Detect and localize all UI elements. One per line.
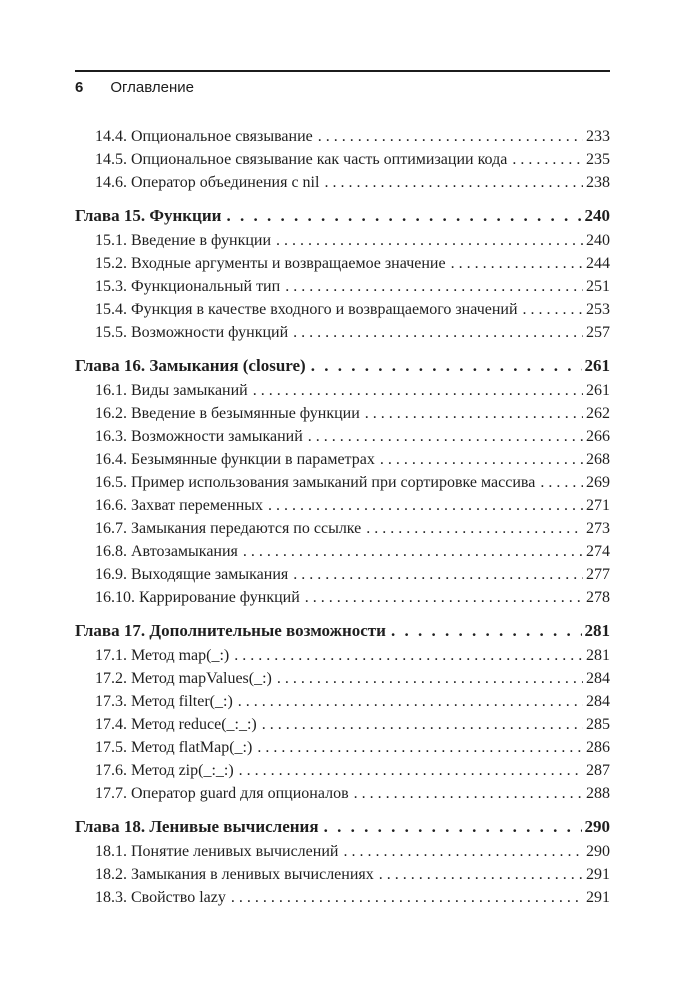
toc-entry-title: 17.1. Метод map(_:) — [95, 647, 230, 664]
toc-entry-title: 16.10. Каррирование функций — [95, 589, 300, 606]
toc-entry-page: 240 — [586, 232, 610, 249]
toc-entry-page: 285 — [586, 716, 610, 733]
page-content — [75, 70, 610, 909]
toc-entry-page: 290 — [584, 817, 610, 836]
dot-leader — [380, 448, 583, 471]
toc-item-row — [75, 321, 610, 344]
dot-leader — [523, 298, 583, 321]
toc-entry-page: 266 — [586, 428, 610, 445]
toc-entry-page: 240 — [584, 206, 610, 225]
toc-entry-page: 291 — [586, 866, 610, 883]
toc-item-row — [75, 425, 610, 448]
toc-entry-page: 277 — [586, 566, 610, 583]
toc-item-row — [75, 667, 610, 690]
toc-item-row — [75, 713, 610, 736]
toc-entry-page: 253 — [586, 301, 610, 318]
dot-leader — [268, 494, 583, 517]
toc-item-row — [75, 275, 610, 298]
dot-leader — [451, 252, 583, 275]
toc-entry-title: 15.2. Входные аргументы и возвращаемое значение — [95, 255, 446, 272]
dot-leader — [226, 203, 581, 229]
dot-leader — [277, 667, 583, 690]
toc-entry-title: 15.1. Введение в функции — [95, 232, 272, 249]
dot-leader — [293, 321, 583, 344]
toc-item-row — [75, 252, 610, 275]
toc-entry-title: 16.9. Выходящие замыкания — [95, 566, 289, 583]
toc-entry-title: 16.7. Замыкания передаются по ссылке — [95, 520, 362, 537]
toc-entry-page: 244 — [586, 255, 610, 272]
dot-leader — [308, 425, 583, 448]
toc-item-row — [75, 886, 610, 909]
toc-entry-title: 18.1. Понятие ленивых вычислений — [95, 843, 339, 860]
dot-leader — [234, 644, 583, 667]
toc-entry-title: Глава 18. Ленивые вычисления — [75, 817, 319, 836]
toc-entry-title: 16.5. Пример использования замыканий при сортировке массива — [95, 474, 536, 491]
toc-item-row — [75, 148, 610, 171]
toc-item-row — [75, 517, 610, 540]
toc-item-row — [75, 171, 610, 194]
toc-entry-page: 271 — [586, 497, 610, 514]
toc-item-row — [75, 644, 610, 667]
toc-entry-page: 291 — [586, 889, 610, 906]
dot-leader — [391, 618, 582, 644]
toc-item-row — [75, 563, 610, 586]
toc-entry-title: Глава 15. Функции — [75, 206, 222, 225]
toc-entry-page: 273 — [586, 520, 610, 537]
toc-item-row — [75, 298, 610, 321]
toc-entry-title: 17.7. Оператор guard для опционалов — [95, 785, 349, 802]
toc-entry-title: 17.3. Метод filter(_:) — [95, 693, 233, 710]
toc-entry-title: 16.2. Введение в безымянные функции — [95, 405, 360, 422]
toc-item-row — [75, 471, 610, 494]
toc-entry-title: 18.2. Замыкания в ленивых вычислениях — [95, 866, 374, 883]
toc-entry-title: Глава 16. Замыкания (closure) — [75, 356, 306, 375]
toc-item-row — [75, 759, 610, 782]
toc-item-row — [75, 840, 610, 863]
toc-entry-title: 17.2. Метод mapValues(_:) — [95, 670, 272, 687]
dot-leader — [540, 471, 583, 494]
toc-entry-page: 281 — [584, 621, 610, 640]
page-number: 6 — [75, 79, 84, 96]
toc-entry-page: 269 — [586, 474, 610, 491]
dot-leader — [311, 353, 582, 379]
toc-entry-title: 16.3. Возможности замыканий — [95, 428, 303, 445]
toc-entry-page: 268 — [586, 451, 610, 468]
toc-entry-title: 14.4. Опциональное связывание — [95, 128, 313, 145]
toc-item-row — [75, 229, 610, 252]
toc-entry-page: 235 — [586, 151, 610, 168]
toc-item-row — [75, 863, 610, 886]
toc-entry-page: 288 — [586, 785, 610, 802]
dot-leader — [305, 586, 583, 609]
toc-chapter-row — [75, 618, 610, 644]
dot-leader — [285, 275, 583, 298]
toc-item-row — [75, 494, 610, 517]
toc-entry-title: 17.4. Метод reduce(_:_:) — [95, 716, 257, 733]
running-head-title: Оглавление — [110, 79, 194, 96]
toc-item-row — [75, 782, 610, 805]
toc-entry-title: 16.8. Автозамыкания — [95, 543, 238, 560]
toc-item-row — [75, 125, 610, 148]
dot-leader — [239, 759, 583, 782]
toc-entry-page: 251 — [586, 278, 610, 295]
toc-entry-page: 284 — [586, 670, 610, 687]
toc-entry-title: 14.5. Опциональное связывание как часть оптимизации кода — [95, 151, 508, 168]
toc-item-row — [75, 690, 610, 713]
toc-item-row — [75, 540, 610, 563]
toc-entry-title: Глава 17. Дополнительные возможности — [75, 621, 386, 640]
toc-entry-page: 281 — [586, 647, 610, 664]
dot-leader — [293, 563, 583, 586]
dot-leader — [324, 814, 582, 840]
toc-item-row — [75, 736, 610, 759]
toc-entry-page: 261 — [586, 382, 610, 399]
dot-leader — [365, 402, 583, 425]
dot-leader — [257, 736, 583, 759]
toc-entry-page: 261 — [584, 356, 610, 375]
toc-entry-title: 16.4. Безымянные функции в параметрах — [95, 451, 375, 468]
toc-entry-page: 286 — [586, 739, 610, 756]
toc-entry-title: 18.3. Свойство lazy — [95, 889, 226, 906]
toc-entry-title: 17.5. Метод flatMap(_:) — [95, 739, 253, 756]
toc-entry-page: 284 — [586, 693, 610, 710]
toc-chapter-row — [75, 814, 610, 840]
toc-item-row — [75, 379, 610, 402]
dot-leader — [276, 229, 583, 252]
toc-entry-page: 233 — [586, 128, 610, 145]
toc-item-row — [75, 586, 610, 609]
dot-leader — [231, 886, 583, 909]
toc-entry-page: 257 — [586, 324, 610, 341]
toc-entry-page: 290 — [586, 843, 610, 860]
dot-leader — [324, 171, 583, 194]
dot-leader — [343, 840, 583, 863]
toc-entry-page: 287 — [586, 762, 610, 779]
toc-entry-title: 17.6. Метод zip(_:_:) — [95, 762, 234, 779]
toc-entry-title: 16.6. Захват переменных — [95, 497, 264, 514]
dot-leader — [379, 863, 583, 886]
toc-chapter-row — [75, 353, 610, 379]
toc-entry-page: 262 — [586, 405, 610, 422]
dot-leader — [238, 690, 583, 713]
dot-leader — [512, 148, 583, 171]
dot-leader — [262, 713, 583, 736]
toc-entry-title: 16.1. Виды замыканий — [95, 382, 248, 399]
dot-leader — [354, 782, 583, 805]
toc-entry-title: 14.6. Оператор объединения с nil — [95, 174, 320, 191]
dot-leader — [366, 517, 583, 540]
toc-item-row — [75, 448, 610, 471]
toc-chapter-row — [75, 203, 610, 229]
page-header — [75, 70, 610, 96]
dot-leader — [318, 125, 583, 148]
toc-item-row — [75, 402, 610, 425]
toc-entry-page: 238 — [586, 174, 610, 191]
toc-entry-title: 15.4. Функция в качестве входного и возвращаемого значений — [95, 301, 518, 318]
toc-entry-title: 15.3. Функциональный тип — [95, 278, 281, 295]
dot-leader — [253, 379, 583, 402]
toc-entry-page: 278 — [586, 589, 610, 606]
toc-entry-page: 274 — [586, 543, 610, 560]
toc-list — [75, 125, 610, 909]
toc-entry-title: 15.5. Возможности функций — [95, 324, 289, 341]
dot-leader — [243, 540, 583, 563]
